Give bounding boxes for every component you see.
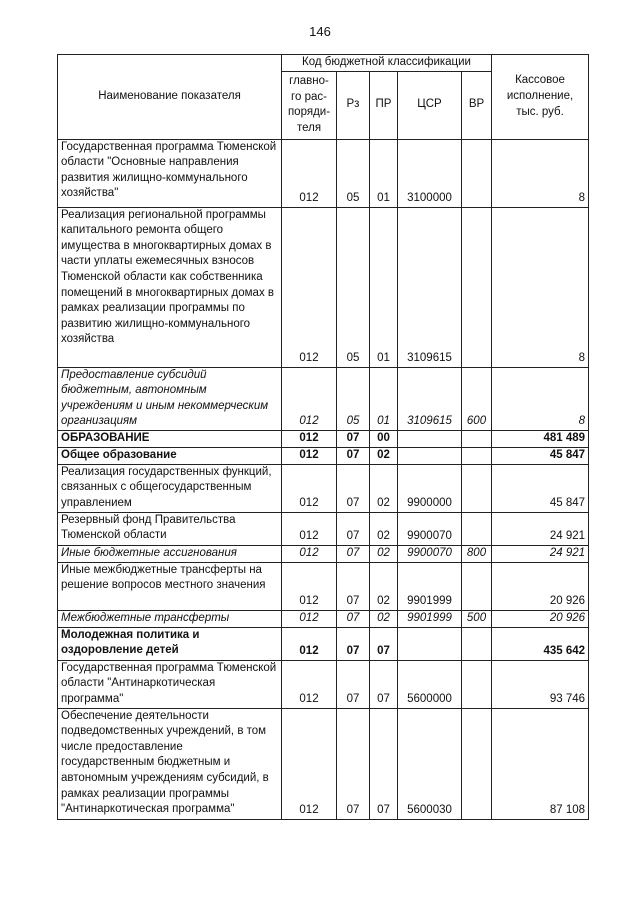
row-pr-cell: 02 [370, 562, 398, 610]
header-csr: ЦСР [398, 71, 462, 139]
row-pr-cell: 02 [370, 447, 398, 464]
row-name-cell: Общее образование [58, 447, 282, 464]
row-main-manager-cell: 012 [282, 610, 337, 627]
row-pr-cell: 01 [370, 367, 398, 430]
row-main-manager-cell: 012 [282, 562, 337, 610]
row-amount-cell: 481 489 [492, 430, 589, 447]
row-pr-cell: 07 [370, 660, 398, 708]
row-csr-cell: 3109615 [398, 367, 462, 430]
table-row [58, 660, 589, 708]
row-name-cell: ОБРАЗОВАНИЕ [58, 430, 282, 447]
row-amount-cell: 24 921 [492, 545, 589, 562]
row-name-cell: Государственная программа Тюменской области "Основные направления развития жилищно-коммунального хозяйства" [58, 139, 282, 207]
row-csr-cell: 3109615 [398, 207, 462, 367]
table-row [58, 627, 589, 660]
row-name-cell: Реализация региональной программы капитального ремонта общего имущества в многоквартирных домах в части уплаты ежемесячных взносов Тюменской области как собственника помещений в многоквартирных домах в рамках реализации программы по развитию жилищно-коммунального хозяйства [58, 207, 282, 367]
table-row [58, 207, 589, 367]
table-row [58, 139, 589, 207]
row-amount-cell: 87 108 [492, 708, 589, 819]
row-rz-cell: 07 [337, 512, 370, 545]
table-row [58, 430, 589, 447]
header-main-manager: главно- го рас- поряди- теля [282, 71, 337, 139]
row-rz-cell: 07 [337, 464, 370, 512]
row-main-manager-cell: 012 [282, 512, 337, 545]
row-amount-cell: 8 [492, 139, 589, 207]
table-row [58, 512, 589, 545]
row-rz-cell: 07 [337, 610, 370, 627]
row-pr-cell: 02 [370, 610, 398, 627]
row-vr-cell: 600 [462, 367, 492, 430]
row-name-cell: Реализация государственных функций, связанных с общегосударственным управлением [58, 464, 282, 512]
row-csr-cell: 9900070 [398, 545, 462, 562]
row-rz-cell: 07 [337, 627, 370, 660]
table-body [58, 139, 589, 819]
row-csr-cell: 5600000 [398, 660, 462, 708]
row-vr-cell [462, 627, 492, 660]
header-pr: ПР [370, 71, 398, 139]
row-rz-cell: 07 [337, 708, 370, 819]
row-amount-cell: 435 642 [492, 627, 589, 660]
row-name-cell: Иные межбюджетные трансферты на решение вопросов местного значения [58, 562, 282, 610]
row-csr-cell [398, 447, 462, 464]
row-csr-cell: 5600030 [398, 708, 462, 819]
row-vr-cell [462, 207, 492, 367]
row-pr-cell: 02 [370, 545, 398, 562]
row-csr-cell: 9901999 [398, 562, 462, 610]
row-rz-cell: 05 [337, 367, 370, 430]
row-vr-cell [462, 447, 492, 464]
row-vr-cell [462, 512, 492, 545]
header-name: Наименование показателя [58, 55, 282, 140]
row-name-cell: Межбюджетные трансферты [58, 610, 282, 627]
row-main-manager-cell: 012 [282, 430, 337, 447]
row-pr-cell: 07 [370, 627, 398, 660]
budget-table [57, 54, 589, 820]
row-amount-cell: 20 926 [492, 562, 589, 610]
table-row [58, 545, 589, 562]
row-amount-cell: 24 921 [492, 512, 589, 545]
header-vr: ВР [462, 71, 492, 139]
row-pr-cell: 02 [370, 464, 398, 512]
header-code-group: Код бюджетной классификации [282, 55, 492, 72]
row-main-manager-cell: 012 [282, 708, 337, 819]
row-amount-cell: 20 926 [492, 610, 589, 627]
row-pr-cell: 01 [370, 139, 398, 207]
row-name-cell: Государственная программа Тюменской области "Антинаркотическая программа" [58, 660, 282, 708]
row-main-manager-cell: 012 [282, 660, 337, 708]
row-amount-cell: 45 847 [492, 464, 589, 512]
row-amount-cell: 93 746 [492, 660, 589, 708]
row-rz-cell: 07 [337, 562, 370, 610]
row-csr-cell: 9901999 [398, 610, 462, 627]
row-vr-cell [462, 430, 492, 447]
row-vr-cell: 800 [462, 545, 492, 562]
row-main-manager-cell: 012 [282, 627, 337, 660]
row-main-manager-cell: 012 [282, 545, 337, 562]
table-row [58, 610, 589, 627]
table-row [58, 708, 589, 819]
row-main-manager-cell: 012 [282, 139, 337, 207]
row-main-manager-cell: 012 [282, 447, 337, 464]
row-name-cell: Иные бюджетные ассигнования [58, 545, 282, 562]
row-name-cell: Резервный фонд Правительства Тюменской области [58, 512, 282, 545]
row-csr-cell [398, 627, 462, 660]
row-main-manager-cell: 012 [282, 464, 337, 512]
page-number: 146 [309, 24, 331, 39]
row-csr-cell: 9900000 [398, 464, 462, 512]
row-vr-cell [462, 708, 492, 819]
row-rz-cell: 07 [337, 430, 370, 447]
row-pr-cell: 00 [370, 430, 398, 447]
row-amount-cell: 8 [492, 367, 589, 430]
row-csr-cell: 3100000 [398, 139, 462, 207]
row-rz-cell: 07 [337, 660, 370, 708]
row-main-manager-cell: 012 [282, 207, 337, 367]
row-rz-cell: 07 [337, 447, 370, 464]
table-row [58, 464, 589, 512]
row-rz-cell: 07 [337, 545, 370, 562]
row-rz-cell: 05 [337, 207, 370, 367]
header-rz: Рз [337, 71, 370, 139]
row-vr-cell [462, 562, 492, 610]
row-main-manager-cell: 012 [282, 367, 337, 430]
row-pr-cell: 02 [370, 512, 398, 545]
row-vr-cell [462, 464, 492, 512]
table-row [58, 562, 589, 610]
table-row [58, 447, 589, 464]
row-rz-cell: 05 [337, 139, 370, 207]
row-amount-cell: 8 [492, 207, 589, 367]
row-vr-cell [462, 660, 492, 708]
row-name-cell: Молодежная политика и оздоровление детей [58, 627, 282, 660]
row-amount-cell: 45 847 [492, 447, 589, 464]
header-amount: Кассовое исполнение, тыс. руб. [492, 55, 589, 140]
row-csr-cell: 9900070 [398, 512, 462, 545]
row-name-cell: Предоставление субсидий бюджетным, автономным учреждениям и иным некоммерческим организациям [58, 367, 282, 430]
row-vr-cell: 500 [462, 610, 492, 627]
row-pr-cell: 07 [370, 708, 398, 819]
table-row [58, 367, 589, 430]
row-vr-cell [462, 139, 492, 207]
row-csr-cell [398, 430, 462, 447]
row-pr-cell: 01 [370, 207, 398, 367]
row-name-cell: Обеспечение деятельности подведомственных учреждений, в том числе предоставление государственным бюджетным и автономным учреждениям субсидий, в рамках реализации программы "Антинаркотическая программа" [58, 708, 282, 819]
